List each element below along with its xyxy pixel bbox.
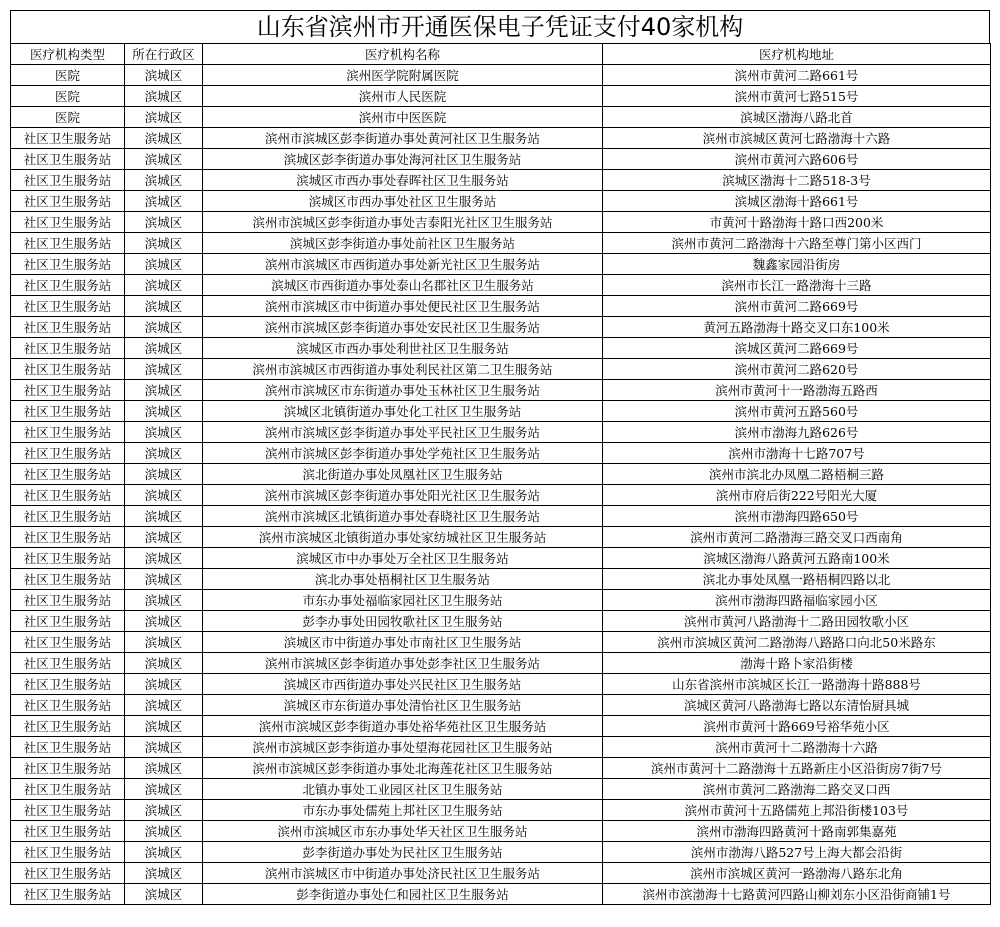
- cell-address: 魏鑫家园沿街房: [603, 254, 991, 275]
- table-row: [11, 317, 991, 338]
- cell-name: 滨州市滨城区彭李街道办事处学苑社区卫生服务站: [203, 443, 603, 464]
- table-row: [11, 107, 991, 128]
- table-row: [11, 233, 991, 254]
- cell-type: 社区卫生服务站: [11, 737, 125, 758]
- cell-type: 社区卫生服务站: [11, 569, 125, 590]
- cell-name: 滨城区市西办事处利世社区卫生服务站: [203, 338, 603, 359]
- cell-name: 滨州市人民医院: [203, 86, 603, 107]
- cell-name: 滨州市滨城区彭李街道办事处平民社区卫生服务站: [203, 422, 603, 443]
- table-row: [11, 401, 991, 422]
- cell-type: 社区卫生服务站: [11, 590, 125, 611]
- cell-address: 滨城区黄河八路渤海七路以东清怡厨具城: [603, 695, 991, 716]
- header-district: 所在行政区: [125, 44, 203, 65]
- cell-name: 滨城区市西办事处社区卫生服务站: [203, 191, 603, 212]
- cell-district: 滨城区: [125, 296, 203, 317]
- cell-address: 滨城区渤海十路661号: [603, 191, 991, 212]
- cell-address: 滨州市黄河二路661号: [603, 65, 991, 86]
- cell-type: 社区卫生服务站: [11, 674, 125, 695]
- cell-district: 滨城区: [125, 821, 203, 842]
- cell-type: 社区卫生服务站: [11, 317, 125, 338]
- spreadsheet: [10, 10, 990, 905]
- cell-type: 社区卫生服务站: [11, 842, 125, 863]
- cell-district: 滨城区: [125, 380, 203, 401]
- cell-address: 滨州市黄河五路560号: [603, 401, 991, 422]
- cell-name: 滨城区市东街道办事处清怡社区卫生服务站: [203, 695, 603, 716]
- cell-address: 山东省滨州市滨城区长江一路渤海十路888号: [603, 674, 991, 695]
- cell-type: 社区卫生服务站: [11, 485, 125, 506]
- cell-name: 滨州市滨城区彭李街道办事处阳光社区卫生服务站: [203, 485, 603, 506]
- cell-type: 社区卫生服务站: [11, 296, 125, 317]
- cell-type: 社区卫生服务站: [11, 758, 125, 779]
- cell-type: 社区卫生服务站: [11, 527, 125, 548]
- cell-name: 滨北办事处梧桐社区卫生服务站: [203, 569, 603, 590]
- cell-type: 社区卫生服务站: [11, 212, 125, 233]
- cell-district: 滨城区: [125, 548, 203, 569]
- cell-type: 社区卫生服务站: [11, 128, 125, 149]
- table-row: [11, 527, 991, 548]
- cell-district: 滨城区: [125, 632, 203, 653]
- cell-type: 社区卫生服务站: [11, 149, 125, 170]
- table-row: [11, 422, 991, 443]
- cell-name: 滨城区市西街道办事处兴民社区卫生服务站: [203, 674, 603, 695]
- cell-address: 滨城区渤海八路黄河五路南100米: [603, 548, 991, 569]
- table-row: [11, 86, 991, 107]
- cell-name: 滨州市滨城区彭李街道办事处吉泰阳光社区卫生服务站: [203, 212, 603, 233]
- table-row: [11, 380, 991, 401]
- cell-type: 社区卫生服务站: [11, 254, 125, 275]
- table-row: [11, 275, 991, 296]
- cell-type: 社区卫生服务站: [11, 821, 125, 842]
- cell-address: 滨州市黄河十五路儒苑上邦沿街楼103号: [603, 800, 991, 821]
- cell-address: 滨州市黄河七路515号: [603, 86, 991, 107]
- cell-district: 滨城区: [125, 128, 203, 149]
- cell-name: 滨州市滨城区彭李街道办事处安民社区卫生服务站: [203, 317, 603, 338]
- cell-name: 滨城区彭李街道办事处海河社区卫生服务站: [203, 149, 603, 170]
- cell-name: 滨州市中医医院: [203, 107, 603, 128]
- cell-district: 滨城区: [125, 842, 203, 863]
- cell-address: 滨州市黄河十路669号裕华苑小区: [603, 716, 991, 737]
- table-row: [11, 506, 991, 527]
- cell-name: 滨州市滨城区市西街道办事处利民社区第二卫生服务站: [203, 359, 603, 380]
- cell-address: 滨州市滨渤海十七路黄河四路山柳刘东小区沿街商铺1号: [603, 884, 991, 905]
- cell-type: 社区卫生服务站: [11, 653, 125, 674]
- header-type: 医疗机构类型: [11, 44, 125, 65]
- cell-type: 社区卫生服务站: [11, 464, 125, 485]
- cell-district: 滨城区: [125, 779, 203, 800]
- cell-district: 滨城区: [125, 170, 203, 191]
- cell-address: 滨州市黄河二路渤海十六路至尊门第小区西门: [603, 233, 991, 254]
- cell-address: 滨州市渤海九路626号: [603, 422, 991, 443]
- cell-address: 滨州市渤海八路527号上海大都会沿街: [603, 842, 991, 863]
- table-row: [11, 485, 991, 506]
- cell-name: 彭李街道办事处仁和园社区卫生服务站: [203, 884, 603, 905]
- cell-address: 滨州市渤海四路福临家园小区: [603, 590, 991, 611]
- cell-type: 社区卫生服务站: [11, 233, 125, 254]
- cell-district: 滨城区: [125, 191, 203, 212]
- cell-name: 滨州市滨城区市西街道办事处新光社区卫生服务站: [203, 254, 603, 275]
- cell-type: 社区卫生服务站: [11, 422, 125, 443]
- table-row: [11, 800, 991, 821]
- cell-address: 滨城区黄河二路669号: [603, 338, 991, 359]
- cell-district: 滨城区: [125, 884, 203, 905]
- cell-address: 滨州市黄河二路669号: [603, 296, 991, 317]
- cell-type: 医院: [11, 65, 125, 86]
- table-row: [11, 884, 991, 905]
- cell-address: 渤海十路卜家沿街楼: [603, 653, 991, 674]
- table-row: [11, 590, 991, 611]
- table-row: [11, 464, 991, 485]
- cell-name: 滨城区彭李街道办事处前社区卫生服务站: [203, 233, 603, 254]
- cell-address: 滨州市渤海四路黄河十路南郭集嘉苑: [603, 821, 991, 842]
- cell-name: 滨州医学院附属医院: [203, 65, 603, 86]
- table-row: [11, 653, 991, 674]
- table-row: [11, 443, 991, 464]
- cell-type: 社区卫生服务站: [11, 800, 125, 821]
- table-row: [11, 842, 991, 863]
- cell-type: 社区卫生服务站: [11, 380, 125, 401]
- cell-district: 滨城区: [125, 317, 203, 338]
- header-row: [11, 44, 991, 65]
- header-address: 医疗机构地址: [603, 44, 991, 65]
- table-row: [11, 212, 991, 233]
- table-row: [11, 548, 991, 569]
- table-row: [11, 338, 991, 359]
- cell-type: 医院: [11, 86, 125, 107]
- cell-name: 滨北街道办事处凤凰社区卫生服务站: [203, 464, 603, 485]
- cell-name: 滨州市滨城区市中街道办事处济民社区卫生服务站: [203, 863, 603, 884]
- cell-district: 滨城区: [125, 863, 203, 884]
- cell-name: 市东办事处福临家园社区卫生服务站: [203, 590, 603, 611]
- institution-table: [10, 43, 991, 905]
- cell-type: 社区卫生服务站: [11, 779, 125, 800]
- cell-name: 滨州市滨城区彭李街道办事处北海莲花社区卫生服务站: [203, 758, 603, 779]
- cell-district: 滨城区: [125, 464, 203, 485]
- cell-district: 滨城区: [125, 716, 203, 737]
- table-row: [11, 737, 991, 758]
- header-name: 医疗机构名称: [203, 44, 603, 65]
- cell-district: 滨城区: [125, 359, 203, 380]
- cell-address: 滨州市滨城区黄河二路渤海八路路口向北50米路东: [603, 632, 991, 653]
- cell-type: 社区卫生服务站: [11, 275, 125, 296]
- cell-name: 北镇办事处工业园区社区卫生服务站: [203, 779, 603, 800]
- table-body: [11, 65, 991, 905]
- table-row: [11, 191, 991, 212]
- table-row: [11, 863, 991, 884]
- cell-name: 滨州市滨城区市东办事处华天社区卫生服务站: [203, 821, 603, 842]
- cell-name: 滨城区市中办事处万全社区卫生服务站: [203, 548, 603, 569]
- cell-name: 滨州市滨城区彭李街道办事处彭李社区卫生服务站: [203, 653, 603, 674]
- table-row: [11, 149, 991, 170]
- cell-name: 滨城区市西办事处春晖社区卫生服务站: [203, 170, 603, 191]
- cell-district: 滨城区: [125, 653, 203, 674]
- table-row: [11, 296, 991, 317]
- cell-district: 滨城区: [125, 275, 203, 296]
- cell-district: 滨城区: [125, 443, 203, 464]
- cell-address: 滨州市滨北办凤凰二路梧桐三路: [603, 464, 991, 485]
- cell-type: 社区卫生服务站: [11, 443, 125, 464]
- cell-type: 社区卫生服务站: [11, 611, 125, 632]
- cell-name: 滨城区市西街道办事处泰山名郡社区卫生服务站: [203, 275, 603, 296]
- table-row: [11, 716, 991, 737]
- table-row: [11, 254, 991, 275]
- cell-name: 市东办事处儒苑上邦社区卫生服务站: [203, 800, 603, 821]
- cell-address: 滨州市黄河二路渤海三路交叉口西南角: [603, 527, 991, 548]
- cell-district: 滨城区: [125, 590, 203, 611]
- cell-type: 社区卫生服务站: [11, 338, 125, 359]
- cell-type: 社区卫生服务站: [11, 716, 125, 737]
- cell-district: 滨城区: [125, 65, 203, 86]
- cell-address: 滨州市黄河十一路渤海五路西: [603, 380, 991, 401]
- cell-name: 滨州市滨城区市东街道办事处玉林社区卫生服务站: [203, 380, 603, 401]
- table-row: [11, 65, 991, 86]
- cell-district: 滨城区: [125, 800, 203, 821]
- cell-address: 滨州市渤海四路650号: [603, 506, 991, 527]
- cell-name: 滨州市滨城区彭李街道办事处望海花园社区卫生服务站: [203, 737, 603, 758]
- table-row: [11, 821, 991, 842]
- cell-district: 滨城区: [125, 401, 203, 422]
- cell-address: 滨州市黄河八路渤海十二路田园牧歌小区: [603, 611, 991, 632]
- cell-type: 社区卫生服务站: [11, 632, 125, 653]
- cell-type: 医院: [11, 107, 125, 128]
- cell-district: 滨城区: [125, 569, 203, 590]
- cell-address: 黄河五路渤海十路交叉口东100米: [603, 317, 991, 338]
- cell-name: 滨城区北镇街道办事处化工社区卫生服务站: [203, 401, 603, 422]
- cell-address: 滨城区渤海十二路518-3号: [603, 170, 991, 191]
- cell-address: 滨州市渤海十七路707号: [603, 443, 991, 464]
- cell-type: 社区卫生服务站: [11, 506, 125, 527]
- cell-type: 社区卫生服务站: [11, 401, 125, 422]
- cell-district: 滨城区: [125, 758, 203, 779]
- cell-address: 滨州市黄河二路渤海二路交叉口西: [603, 779, 991, 800]
- cell-address: 滨州市黄河二路620号: [603, 359, 991, 380]
- cell-district: 滨城区: [125, 86, 203, 107]
- table-row: [11, 779, 991, 800]
- cell-type: 社区卫生服务站: [11, 191, 125, 212]
- table-row: [11, 695, 991, 716]
- cell-type: 社区卫生服务站: [11, 548, 125, 569]
- cell-district: 滨城区: [125, 254, 203, 275]
- cell-address: 滨州市黄河十二路渤海十六路: [603, 737, 991, 758]
- cell-district: 滨城区: [125, 674, 203, 695]
- cell-district: 滨城区: [125, 485, 203, 506]
- cell-name: 滨州市滨城区北镇街道办事处春晓社区卫生服务站: [203, 506, 603, 527]
- cell-type: 社区卫生服务站: [11, 863, 125, 884]
- cell-type: 社区卫生服务站: [11, 170, 125, 191]
- table-row: [11, 170, 991, 191]
- cell-district: 滨城区: [125, 107, 203, 128]
- cell-address: 滨州市黄河十二路渤海十五路新庄小区沿街房7街7号: [603, 758, 991, 779]
- cell-type: 社区卫生服务站: [11, 695, 125, 716]
- cell-name: 滨州市滨城区北镇街道办事处家纺城社区卫生服务站: [203, 527, 603, 548]
- cell-name: 滨州市滨城区彭李街道办事处黄河社区卫生服务站: [203, 128, 603, 149]
- table-row: [11, 128, 991, 149]
- cell-district: 滨城区: [125, 737, 203, 758]
- cell-name: 彭李办事处田园牧歌社区卫生服务站: [203, 611, 603, 632]
- cell-district: 滨城区: [125, 611, 203, 632]
- cell-name: 滨州市滨城区彭李街道办事处裕华苑社区卫生服务站: [203, 716, 603, 737]
- cell-address: 滨城区渤海八路北首: [603, 107, 991, 128]
- cell-address: 滨州市黄河六路606号: [603, 149, 991, 170]
- cell-district: 滨城区: [125, 338, 203, 359]
- sheet-title: 山东省滨州市开通医保电子凭证支付40家机构: [10, 10, 990, 43]
- cell-type: 社区卫生服务站: [11, 359, 125, 380]
- cell-name: 滨城区市中街道办事处市南社区卫生服务站: [203, 632, 603, 653]
- cell-district: 滨城区: [125, 527, 203, 548]
- cell-name: 彭李街道办事处为民社区卫生服务站: [203, 842, 603, 863]
- cell-district: 滨城区: [125, 506, 203, 527]
- cell-address: 滨州市滨城区黄河一路渤海八路东北角: [603, 863, 991, 884]
- cell-district: 滨城区: [125, 422, 203, 443]
- cell-district: 滨城区: [125, 695, 203, 716]
- cell-district: 滨城区: [125, 233, 203, 254]
- table-row: [11, 611, 991, 632]
- cell-address: 市黄河十路渤海十路口西200米: [603, 212, 991, 233]
- cell-address: 滨州市滨城区黄河七路渤海十六路: [603, 128, 991, 149]
- table-row: [11, 359, 991, 380]
- table-row: [11, 674, 991, 695]
- cell-address: 滨州市长江一路渤海十三路: [603, 275, 991, 296]
- cell-name: 滨州市滨城区市中街道办事处便民社区卫生服务站: [203, 296, 603, 317]
- cell-district: 滨城区: [125, 149, 203, 170]
- cell-district: 滨城区: [125, 212, 203, 233]
- table-row: [11, 632, 991, 653]
- cell-type: 社区卫生服务站: [11, 884, 125, 905]
- table-row: [11, 758, 991, 779]
- cell-address: 滨北办事处凤凰一路梧桐四路以北: [603, 569, 991, 590]
- cell-address: 滨州市府后街222号阳光大厦: [603, 485, 991, 506]
- table-row: [11, 569, 991, 590]
